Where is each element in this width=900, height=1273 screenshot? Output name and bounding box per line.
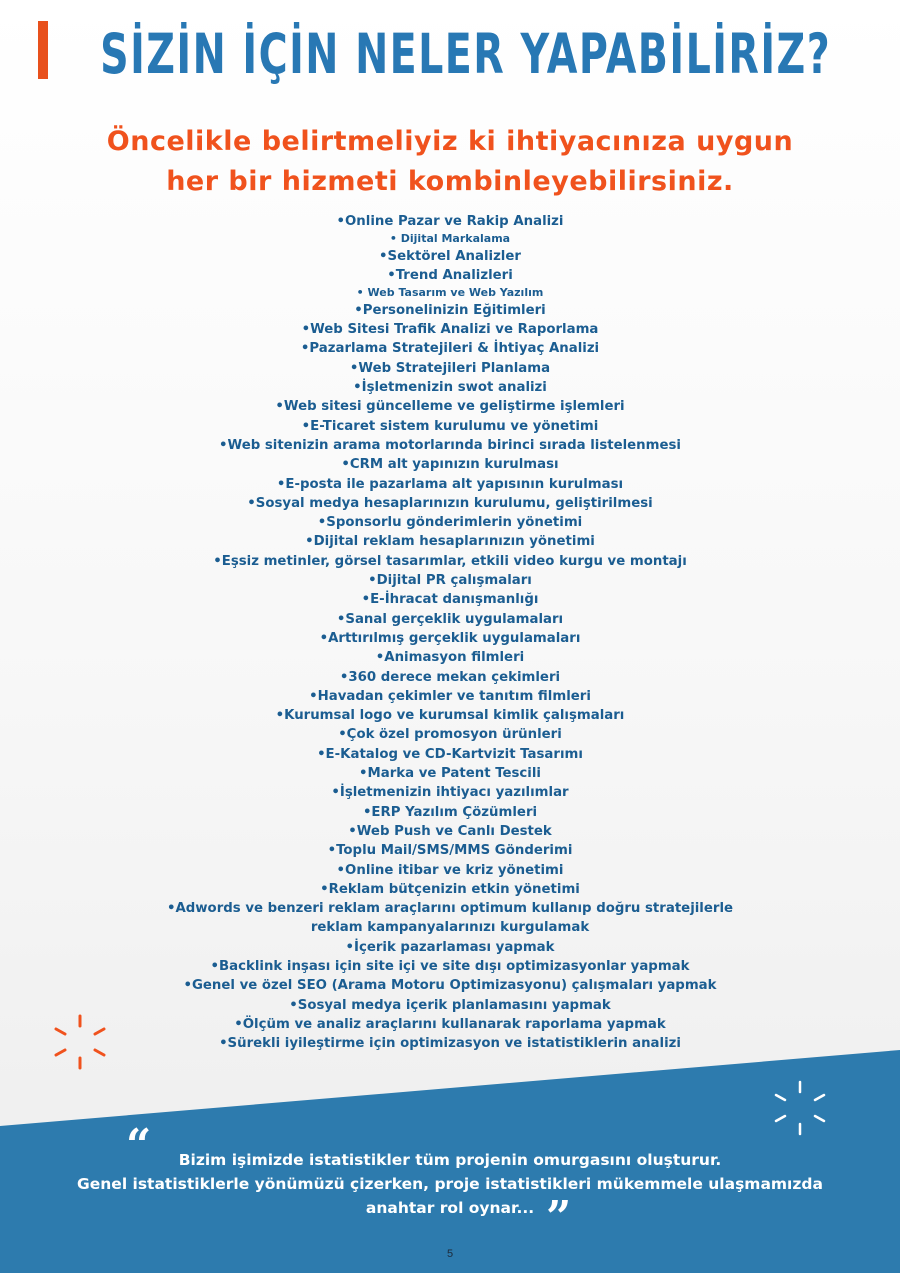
service-item: •Eşsiz metinler, görsel tasarımlar, etkili video kurgu ve montajı: [213, 553, 687, 569]
service-item: •E-Katalog ve CD-Kartvizit Tasarımı: [317, 746, 583, 762]
service-item: • Dijital Markalama: [389, 232, 511, 246]
service-item: •Web Sitesi Trafik Analizi ve Raporlama: [301, 322, 599, 338]
sparkle-burst-icon: [50, 1012, 110, 1072]
service-item: •Marka ve Patent Tescili: [358, 766, 541, 782]
service-item: •Trend Analizleri: [387, 268, 513, 284]
service-item: •Web sitesi güncelleme ve geliştirme işlemleri: [275, 399, 625, 415]
service-item: •Sosyal medya içerik planlamasını yapmak: [289, 997, 611, 1013]
close-quote-icon: ”: [546, 1192, 572, 1243]
service-item: reklam kampanyalarınızı kurgulamak: [310, 920, 590, 936]
service-item: •Backlink inşası için site içi ve site dışı optimizasyonlar yapmak: [210, 958, 690, 974]
service-item: •Toplu Mail/SMS/MMS Gönderimi: [327, 843, 573, 859]
service-item: •Ölçüm ve analiz araçlarını kullanarak raporlama yapmak: [234, 1016, 666, 1032]
service-item: •Kurumsal logo ve kurumsal kimlik çalışmaları: [275, 708, 625, 724]
page-title-text: SİZİN İÇİN NELER YAPABİLİRİZ?: [100, 22, 832, 86]
service-item: •Web Stratejileri Planlama: [349, 360, 551, 376]
open-quote-icon: “: [126, 1120, 152, 1171]
service-item: •İşletmenizin swot analizi: [353, 380, 547, 396]
quote-line: anahtar rol oynar...: [365, 1199, 535, 1217]
service-item: •E-Ticaret sistem kurulumu ve yönetimi: [301, 418, 599, 434]
page-title: [0, 22, 900, 102]
service-item: •Çok özel promosyon ürünleri: [338, 727, 562, 743]
page-number: 5: [446, 1248, 454, 1260]
service-item: •Personelinizin Eğitimleri: [354, 302, 546, 318]
service-item: •İşletmenizin ihtiyacı yazılımlar: [331, 785, 569, 801]
service-item: •Web sitenizin arama motorlarında birinci sırada listelenmesi: [219, 437, 681, 453]
subtitle-line: Öncelikle belirtmeliyiz ki ihtiyacınıza uygun: [106, 126, 794, 157]
service-item: •Sosyal medya hesaplarınızın kurulumu, geliştirilmesi: [247, 495, 653, 511]
service-item: •Havadan çekimler ve tanıtım filmleri: [309, 688, 591, 704]
services-list: [0, 212, 900, 1053]
service-item: •Online itibar ve kriz yönetimi: [336, 862, 564, 878]
service-item: •ERP Yazılım Çözümleri: [362, 804, 538, 820]
title-accent-bar: [38, 21, 48, 79]
subtitle-line: her bir hizmeti kombinleyebilirsiniz.: [166, 166, 734, 197]
service-item: •Sektörel Analizler: [379, 248, 521, 264]
service-item: •E-posta ile pazarlama alt yapısının kurulması: [276, 476, 624, 492]
service-item: •Web Push ve Canlı Destek: [348, 823, 552, 839]
service-item: •Sürekli iyileştirme için optimizasyon ve istatistiklerin analizi: [219, 1036, 681, 1052]
service-item: •Dijital reklam hesaplarınızın yönetimi: [305, 534, 595, 550]
service-item: •E-İhracat danışmanlığı: [361, 592, 539, 608]
quote-line: Bizim işimizde istatistikler tüm projenin omurgasını oluşturur.: [178, 1151, 722, 1169]
service-item: •Pazarlama Stratejileri & İhtiyaç Analizi: [300, 341, 600, 357]
service-item: •Animasyon filmleri: [375, 650, 525, 666]
subtitle: [0, 122, 900, 202]
service-item: •İçerik pazarlaması yapmak: [345, 939, 555, 955]
service-item: •Sanal gerçeklik uygulamaları: [336, 611, 564, 627]
service-item: •360 derece mekan çekimleri: [339, 669, 561, 685]
service-item: •Adwords ve benzeri reklam araçlarını optimum kullanıp doğru stratejilerle: [166, 901, 734, 917]
service-item: •Arttırılmış gerçeklik uygulamaları: [319, 630, 581, 646]
service-item: •Online Pazar ve Rakip Analizi: [336, 214, 564, 229]
quote-line: Genel istatistiklerle yönümüzü çizerken, proje istatistikleri mükemmele ulaşmamızda: [77, 1175, 823, 1193]
sparkle-burst-icon: [770, 1078, 830, 1138]
service-item: • Web Tasarım ve Web Yazılım: [356, 286, 544, 300]
service-item: •CRM alt yapınızın kurulması: [341, 457, 559, 473]
quote-block: [0, 1148, 900, 1220]
service-item: •Reklam bütçenizin etkin yönetimi: [320, 881, 580, 897]
service-item: •Dijital PR çalışmaları: [368, 573, 532, 589]
service-item: •Genel ve özel SEO (Arama Motoru Optimizasyonu) çalışmaları yapmak: [183, 978, 717, 994]
service-item: •Sponsorlu gönderimlerin yönetimi: [317, 515, 583, 531]
